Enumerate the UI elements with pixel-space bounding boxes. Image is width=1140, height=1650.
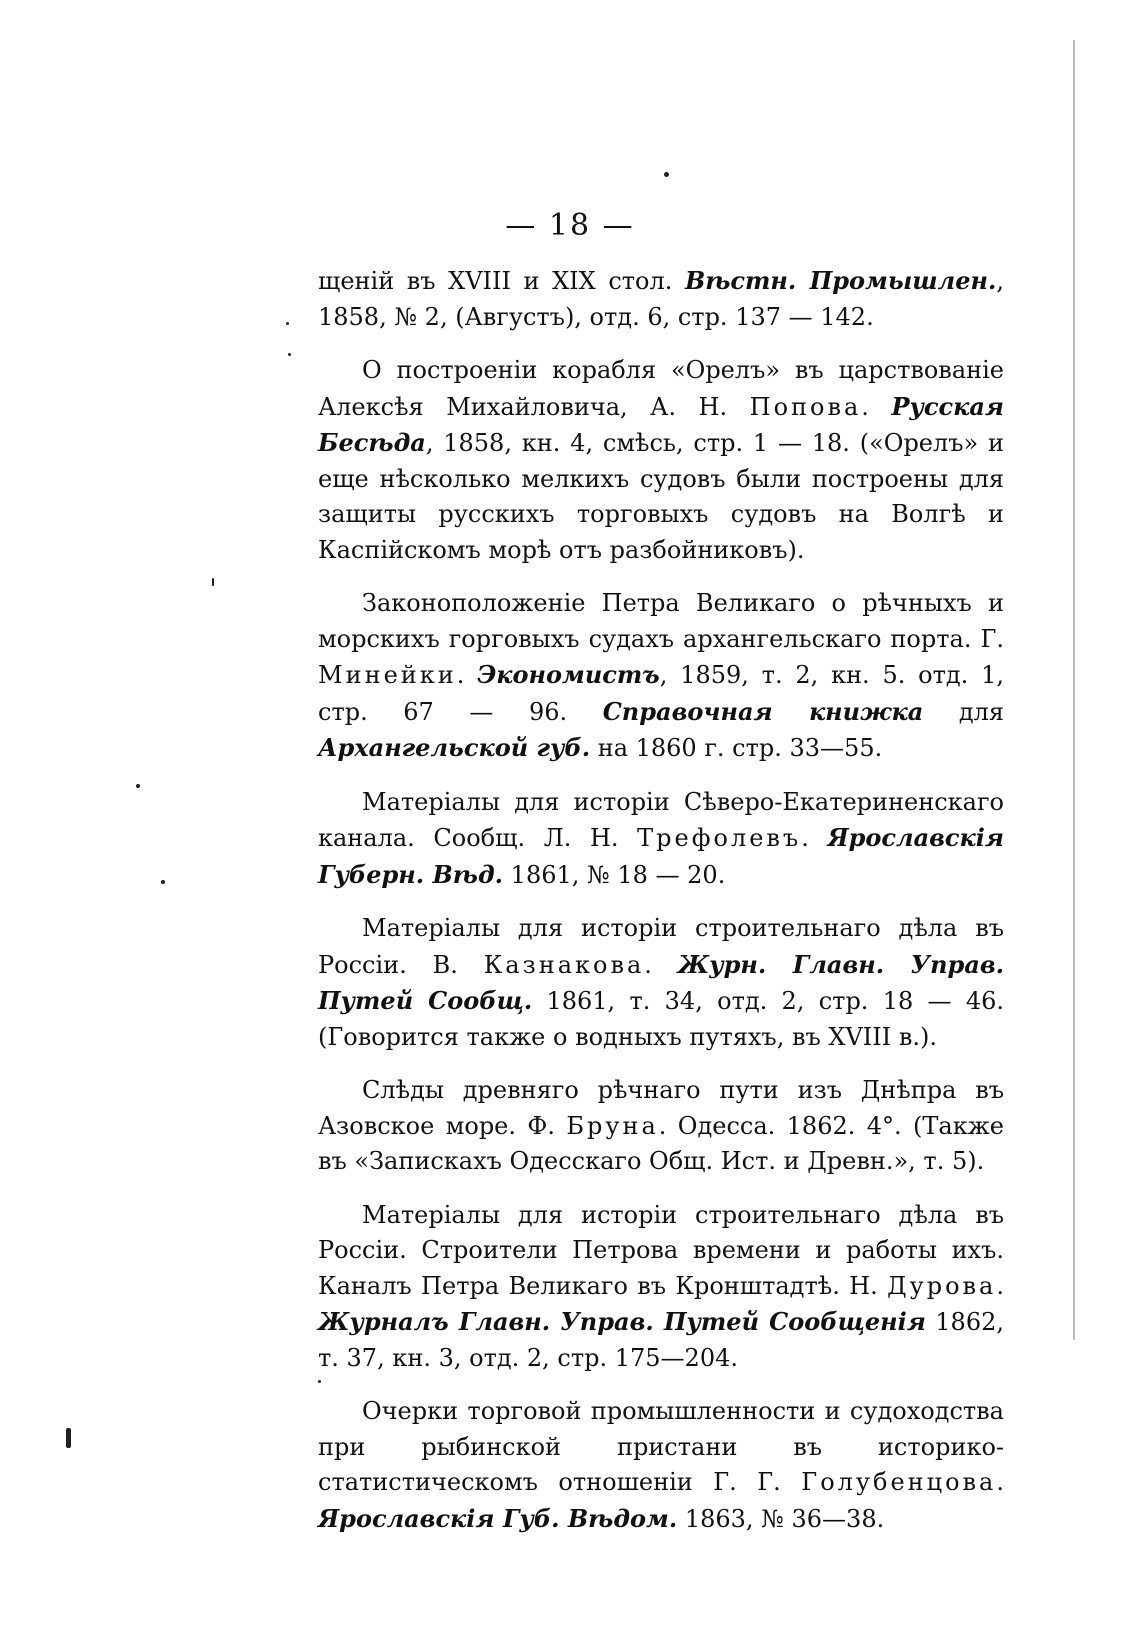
- entry-text: щеній въ XVIII и XIX стол.: [318, 267, 685, 295]
- page-number: — 18 —: [505, 208, 635, 243]
- publication-title: Журн. Главн. Управ. Путей Сообщ.: [318, 949, 1004, 1015]
- publication-title: Вѣстн. Промышлен.: [684, 266, 997, 295]
- scan-speck: [66, 1428, 71, 1448]
- entry-text: .: [801, 824, 828, 852]
- author-name: Попова: [749, 392, 862, 421]
- entry-text: .: [996, 1271, 1004, 1300]
- bibliography-entry: [318, 911, 1004, 1055]
- entry-text: . Одесса. 1862. 4°. (Также въ «Запискахъ Одесскаго Общ. Ист. и Древн.», т. 5).: [318, 1111, 1004, 1175]
- entry-text: О построеніи корабля «Орелъ» въ царствованіе Алексѣя Михайловича, А. Н.: [318, 356, 1004, 421]
- bibliography-entry: [318, 1073, 1004, 1180]
- scan-speck: [136, 784, 140, 788]
- entry-text: 1862, т. 37, кн. 3, отд. 2, стр. 175—204.: [318, 1308, 1004, 1372]
- entry-text: Матеріалы для исторіи Сѣверо-Екатериненскаго канала. Сообщ. Л. Н.: [318, 787, 1004, 852]
- publication-title: Журналъ Главн. Управ. Путей Сообщенія: [318, 1307, 926, 1336]
- entry-text: 1861, № 18 — 20.: [503, 860, 726, 889]
- bibliography-list: [318, 263, 1004, 1555]
- bibliography-entry: [318, 353, 1004, 568]
- scan-speck: [212, 578, 214, 586]
- publication-title: Ярославскія Губерн. Вѣд.: [318, 823, 1004, 889]
- author-name: Минейки: [318, 661, 457, 689]
- author-name: Голубенцова: [801, 1468, 997, 1496]
- entry-text: для: [923, 697, 1004, 726]
- entry-text: 1863, № 36—38.: [677, 1504, 885, 1533]
- entry-text: Очерки торговой промышленности и судоходства при рыбинской пристани въ историко-статистическомъ отношеніи Г. Г.: [318, 1397, 1004, 1496]
- entry-continuation: [318, 263, 1004, 335]
- entry-text: Законоположеніе Петра Великаго о рѣчныхъ и морскихъ горговыхъ судахъ архангельскаго порта. Г.: [318, 589, 1004, 653]
- entry-text: , 1859, т. 2, кн. 5. отд. 1, стр. 67 — 96.: [318, 661, 1004, 726]
- entry-text: на 1860 г. стр. 33—55.: [590, 734, 883, 762]
- entry-text: 1861, т. 34, отд. 2, стр. 18 — 46. (Говорится также о водныхъ путяхъ, въ XVIII в.).: [318, 987, 1004, 1051]
- entry-text: .: [456, 661, 478, 689]
- publication-title: Справочная книжка: [602, 696, 924, 726]
- entry-text: .: [996, 1468, 1004, 1496]
- publication-title: Экономистъ: [477, 660, 660, 689]
- scan-speck: [664, 172, 669, 177]
- entry-text: Матеріалы для исторіи строительнаго дѣла въ Россіи. В.: [318, 914, 1004, 979]
- bibliography-entry: [318, 1394, 1004, 1537]
- entry-text: .: [861, 392, 892, 421]
- entry-text: .: [644, 950, 678, 979]
- scan-speck: [288, 353, 291, 356]
- scan-speck: [161, 880, 165, 884]
- entry-text: , 1858, № 2, (Августъ), отд. 6, стр. 137 — 142.: [318, 267, 1004, 331]
- author-name: Дурова: [887, 1271, 997, 1300]
- entry-text: Слѣды древняго рѣчнаго пути изъ Днѣпра въ Азовское море. Ф.: [318, 1076, 1004, 1140]
- publication-title: Русская Бесѣда: [318, 391, 1004, 457]
- bibliography-entry: [318, 1198, 1004, 1377]
- author-name: Казнакова: [483, 950, 645, 979]
- publication-title: Архангельской губ.: [318, 733, 591, 762]
- scan-speck: [286, 322, 289, 325]
- bibliography-entry: [318, 785, 1004, 894]
- publication-title: Ярославскія Губ. Вѣдом.: [318, 1503, 678, 1533]
- author-name: Трефолевъ: [637, 824, 802, 852]
- entry-text: , 1858, кн. 4, смѣсь, стр. 1 — 18. («Орелъ» и еще нѣсколько мелкихъ судовъ были построены для защиты русскихъ торговыхъ судовъ на Волгѣ и Каспійскомъ морѣ отъ разбойниковъ).: [318, 429, 1004, 564]
- entry-text: Матеріалы для исторіи строительнаго дѣла въ Россіи. Строители Петрова времени и работы ихъ. Каналъ Петра Великаго въ Кронштадтѣ. Н.: [318, 1200, 1004, 1300]
- author-name: Бруна: [566, 1111, 659, 1140]
- bibliography-entry: [318, 586, 1004, 767]
